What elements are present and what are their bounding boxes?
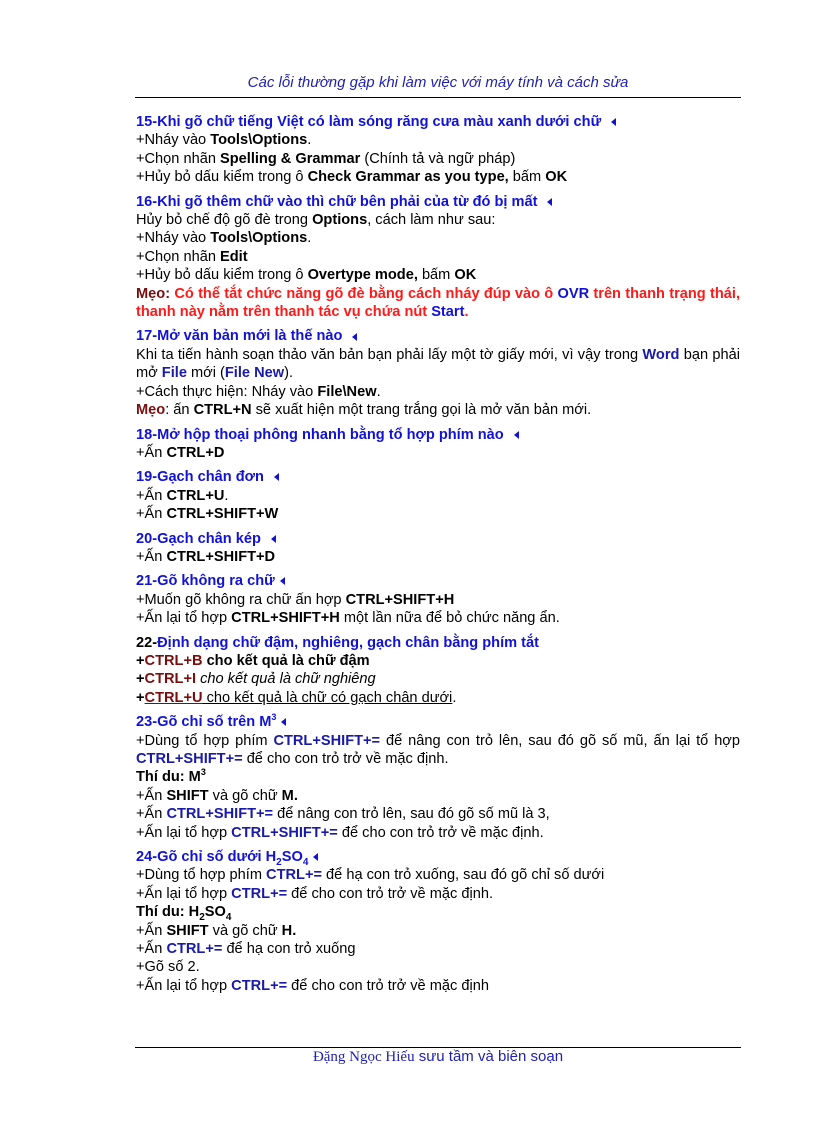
text-line: +Ấn SHIFT và gõ chữ M. — [136, 787, 298, 804]
header-divider — [135, 97, 741, 98]
section-heading: 23-Gõ chỉ số trên $M^3$ — [136, 713, 740, 731]
text-line: +Chọn nhãn Spelling & Grammar (Chính tả và ngữ pháp) — [136, 150, 516, 167]
section-21 — [136, 572, 740, 627]
text-line: +Ấn lại tổ hợp CTRL+SHIFT+H một lần nữa để bỏ chức năng ẩn. — [136, 610, 560, 627]
collapse-arrow-icon[interactable] — [271, 535, 276, 543]
document-body — [136, 113, 740, 1001]
collapse-arrow-icon[interactable] — [352, 333, 357, 341]
section-heading: 17-Mở văn bản mới là thế nào — [136, 327, 740, 345]
example-line: Thí du: $M^3$ — [136, 767, 206, 786]
section-heading: 21-Gõ không ra chữ — [136, 572, 740, 590]
text-line: +Dùng tổ hợp phím CTRL+= để hạ con trỏ xuống, sau đó gõ chỉ số dưới — [136, 867, 605, 884]
section-heading: 19-Gạch chân đơn — [136, 468, 740, 486]
text-line: +Ấn CTRL+SHIFT+W — [136, 506, 279, 523]
example-line: Thí du: $H_2SO_4$ — [136, 904, 232, 924]
text-line: +Ấn CTRL+SHIFT+= để nâng con trỏ lên, sau đó gõ số mũ là 3, — [136, 806, 550, 823]
collapse-arrow-icon[interactable] — [313, 853, 318, 861]
text-line: +Hủy bỏ dấu kiểm trong ô Overtype mode, bấm OK — [136, 267, 477, 284]
text-line: +CTRL+U cho kết quả là chữ có gạch chân dưới. — [136, 689, 457, 706]
section-20 — [136, 530, 740, 567]
collapse-arrow-icon[interactable] — [611, 118, 616, 126]
footer-note: sưu tầm và biên soạn — [418, 1048, 564, 1065]
section-17 — [136, 327, 740, 419]
collapse-arrow-icon[interactable] — [514, 431, 519, 439]
section-heading: 24-Gõ chỉ số dưới $H_2SO_4$ — [136, 848, 740, 866]
text-line: +Ấn CTRL+SHIFT+D — [136, 548, 276, 565]
section-19 — [136, 468, 740, 523]
tip-text: Mẹo: ấn CTRL+N sẽ xuất hiện một trang trắng gọi là mở văn bản mới. — [136, 402, 592, 419]
text-line: +Ấn CTRL+U. — [136, 487, 229, 504]
text-line: Hủy bỏ chế độ gõ đè trong Options, cách làm như sau: — [136, 212, 496, 229]
section-15 — [136, 113, 740, 187]
text-line: +CTRL+B cho kết quả là chữ đậm — [136, 652, 370, 669]
text-line: +Ấn lại tổ hợp CTRL+SHIFT+= để cho con trỏ trở về mặc định. — [136, 824, 544, 841]
section-22 — [136, 634, 740, 708]
section-24 — [136, 848, 740, 995]
collapse-arrow-icon[interactable] — [547, 198, 552, 206]
section-16 — [136, 193, 740, 322]
text-line: +Ấn CTRL+D — [136, 444, 225, 461]
section-heading: 20-Gạch chân kép — [136, 530, 740, 548]
text-line: +Chọn nhãn Edit — [136, 248, 248, 265]
footer-author: Đặng Ngọc Hiếu — [312, 1049, 415, 1065]
tip-text: Mẹo: Có thể tắt chức năng gõ đè bằng cách nháy đúp vào ô OVR trên thanh trạng thái, thanh này nằm trên thanh tác vụ chứa nút Start. — [136, 285, 740, 321]
paragraph: +Dùng tổ hợp phím CTRL+SHIFT+= để nâng con trỏ lên, sau đó gõ số mũ, ấn lại tổ hợp CTRL+SHIFT+= để cho con trỏ trở về mặc định. — [136, 732, 740, 767]
page-header: Các lỗi thường gặp khi làm việc với máy tính và cách sửa — [247, 74, 629, 91]
text-line: +CTRL+I cho kết quả là chữ nghiêng — [136, 671, 376, 688]
text-line: +Nháy vào Tools\Options. — [136, 132, 312, 149]
section-heading: 18-Mở hộp thoại phông nhanh bằng tổ hợp phím nào — [136, 426, 740, 444]
text-line: +Ấn lại tổ hợp CTRL+= để cho con trỏ trở về mặc định. — [136, 885, 493, 902]
section-heading: 22-Định dạng chữ đậm, nghiêng, gạch chân bằng phím tắt — [136, 634, 540, 651]
section-heading: 16-Khi gõ thêm chữ vào thì chữ bên phải của từ đó bị mất — [136, 193, 740, 211]
text-line: +Ấn SHIFT và gõ chữ H. — [136, 922, 297, 939]
paragraph: Khi ta tiến hành soạn thảo văn bản bạn phải lấy một tờ giấy mới, vì vậy trong Word bạn phải mở File mới (File New). — [136, 346, 740, 382]
page-footer — [135, 1048, 741, 1066]
text-line: +Cách thực hiện: Nháy vào File\New. — [136, 383, 381, 400]
section-heading: 15-Khi gõ chữ tiếng Việt có làm sóng răng cưa màu xanh dưới chữ — [136, 113, 740, 131]
text-line: +Ấn CTRL+= để hạ con trỏ xuống — [136, 941, 356, 958]
text-line: +Hủy bỏ dấu kiểm trong ô Check Grammar as you type, bấm OK — [136, 169, 568, 186]
text-line: +Gõ số 2. — [136, 959, 200, 976]
collapse-arrow-icon[interactable] — [274, 473, 279, 481]
text-line: +Ấn lại tổ hợp CTRL+= để cho con trỏ trở về mặc định — [136, 977, 489, 994]
section-18 — [136, 426, 740, 463]
collapse-arrow-icon[interactable] — [281, 718, 286, 726]
text-line: +Nháy vào Tools\Options. — [136, 230, 312, 247]
section-23 — [136, 713, 740, 842]
collapse-arrow-icon[interactable] — [280, 577, 285, 585]
text-line: +Muốn gõ không ra chữ ấn hợp CTRL+SHIFT+H — [136, 591, 455, 608]
